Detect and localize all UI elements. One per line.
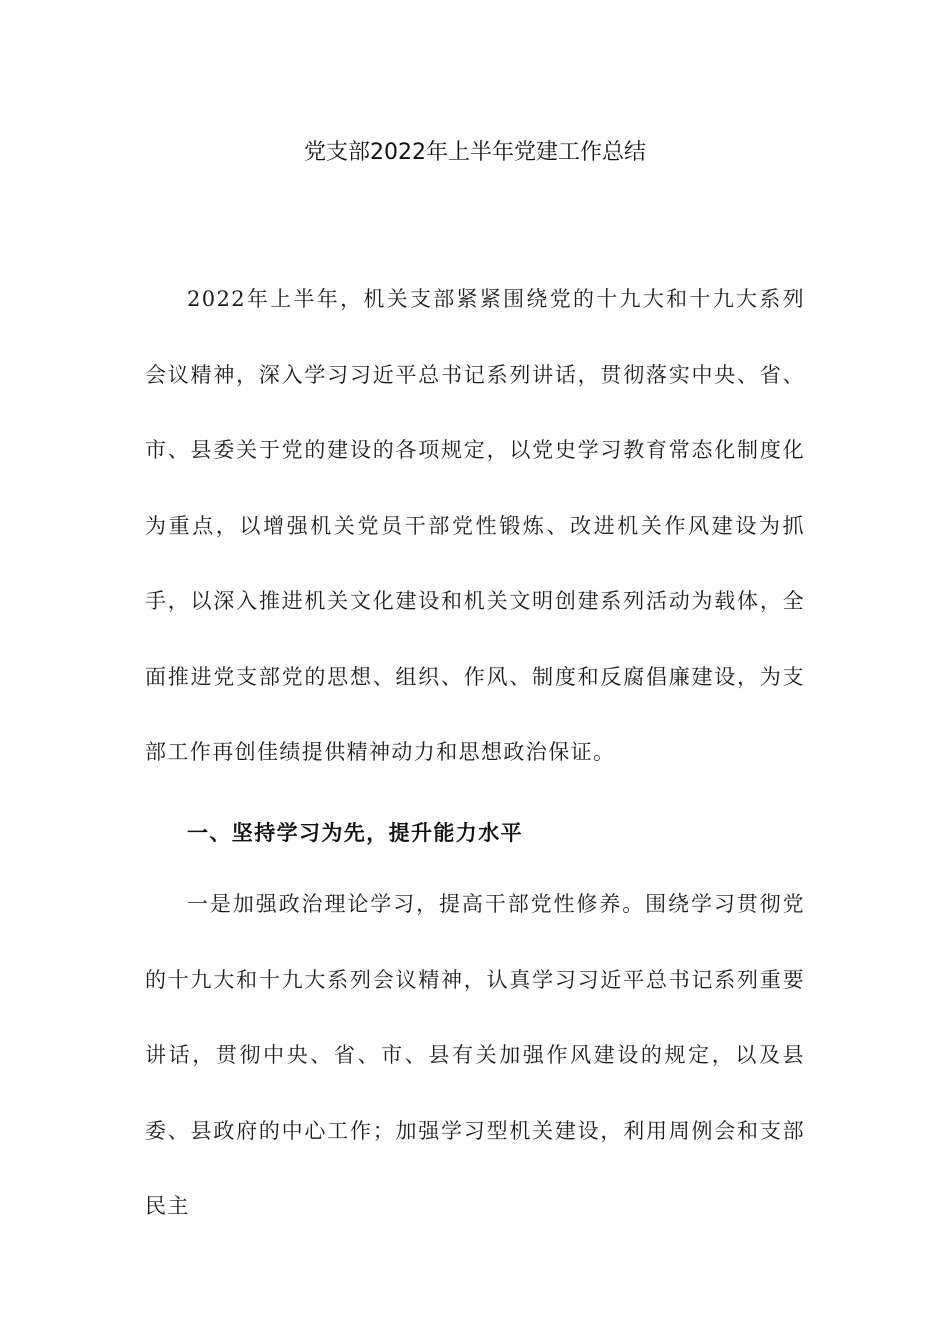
- intro-paragraph: 2022年上半年，机关支部紧紧围绕党的十九大和十九大系列会议精神，深入学习习近平总书记系列讲话，贯彻落实中央、省、市、县委关于党的建设的各项规定，以党史学习教育常态化制度化为重点，以增强机关党员干部党性锻炼、改进机关作风建设为抓手，以深入推进机关文化建设和机关文明创建系列活动为载体，全面推进党支部党的思想、组织、作风、制度和反腐倡廉建设，为支部工作再创佳绩提供精神动力和思想政治保证。: [145, 287, 805, 764]
- document-title: 党支部2022年上半年党建工作总结: [304, 140, 646, 165]
- section-paragraph: 一是加强政治理论学习，提高干部党性修养。围绕学习贯彻党的十九大和十九大系列会议精神，认真学习习近平总书记系列重要讲话，贯彻中央、省、市、县有关加强作风建设的规定，以及县委、县政府的中心工作；加强学习型机关建设，利用周例会和支部民主: [145, 892, 805, 1218]
- section-heading: 一、坚持学习为先，提升能力水平: [187, 821, 523, 845]
